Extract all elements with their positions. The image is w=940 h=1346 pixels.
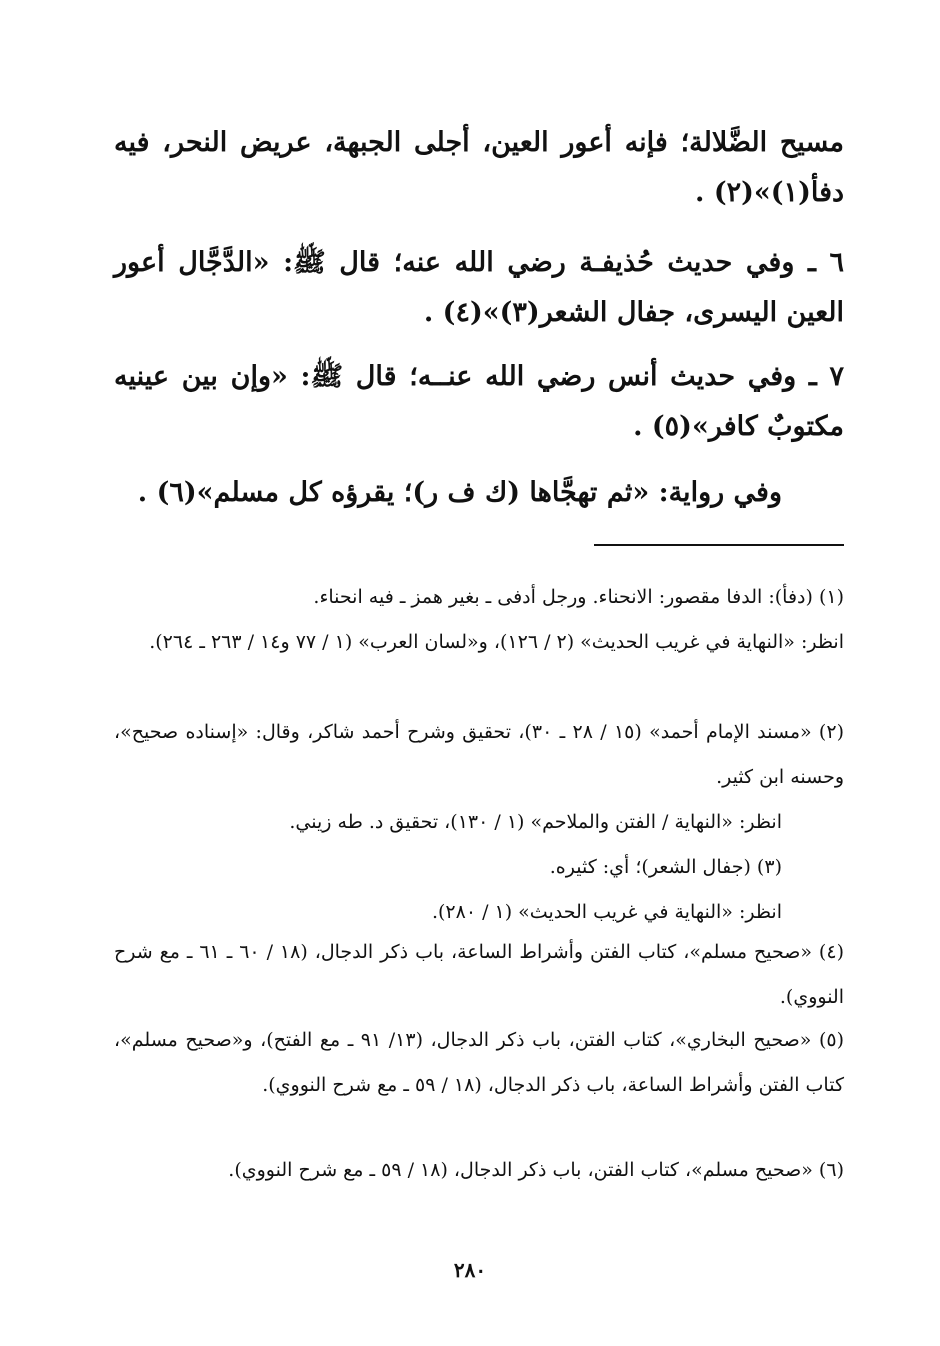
footnote-1: (١) (دفأ): الدفا مقصور: الانحناء. ورجل أدفى ـ بغير همز ـ فيه انحناء.: [313, 586, 844, 608]
footnote-separator: [594, 544, 844, 546]
footnote-5: (٥) «صحيح البخاري»، كتاب الفتن، باب ذكر الدجال، (١٣/ ٩١ ـ مع الفتح)، و«صحيح مسلم»، كتاب الفتن وأشراط الساعة، باب ذكر الدجال، (١٨ / ٥٩ ـ مع شرح النووي).: [114, 1029, 844, 1096]
footnote-4: (٤) «صحيح مسلم»، كتاب الفتن وأشراط الساعة، باب ذكر الدجال، (١٨ / ٦٠ ـ ٦١ ـ مع شرح النووي).: [114, 941, 844, 1008]
body-paragraph-hadith-7: ٧ ـ وفي حديث أنس رضي الله عنــه؛ قال ﷺ: «وإن بين عينيه مكتوبٌ كافر»(٥) .: [114, 361, 844, 442]
footnote-3-reference: انظر: «النهاية في غريب الحديث» (١ / ٢٨٠).: [431, 901, 782, 923]
body-paragraph-hadith-6: ٦ ـ وفي حديث حُذيفـة رضي الله عنه؛ قال ﷺ: «الدَّجَّال أعور العين اليسرى، جفال الشعر(٣)»(٤) .: [114, 247, 844, 328]
footnote-2: (٢) «مسند الإمام أحمد» (١٥ / ٢٨ ـ ٣٠)، تحقيق وشرح أحمد شاكر، وقال: «إسناده صحيح»، وحسنه ابن كثير.: [114, 721, 844, 788]
footnote-6: (٦) «صحيح مسلم»، كتاب الفتن، باب ذكر الدجال، (١٨ / ٥٩ ـ مع شرح النووي).: [228, 1159, 844, 1181]
body-paragraph-riwaya: وفي رواية: «ثم تهجَّاها (ك ف ر)؛ يقرؤه كل مسلم»(٦) .: [137, 477, 782, 508]
footnote-2-reference: انظر: «النهاية / الفتن والملاحم» (١ / ١٣٠)، تحقيق د. طه زيني.: [289, 811, 782, 833]
page-number: ٢٨٠: [453, 1258, 487, 1282]
footnote-3: (٣) (جفال الشعر)؛ أي: كثيره.: [549, 856, 782, 878]
body-paragraph-1: مسيح الضَّلالة؛ فإنه أعور العين، أجلى الجبهة، عريض النحر، فيه دفأ(١)»(٢) .: [114, 127, 844, 208]
footnote-1-reference: انظر: «النهاية في غريب الحديث» (٢ / ١٢٦)، و«لسان العرب» (١ / ٧٧ و١٤ / ٢٦٣ ـ ٢٦٤).: [149, 631, 844, 653]
